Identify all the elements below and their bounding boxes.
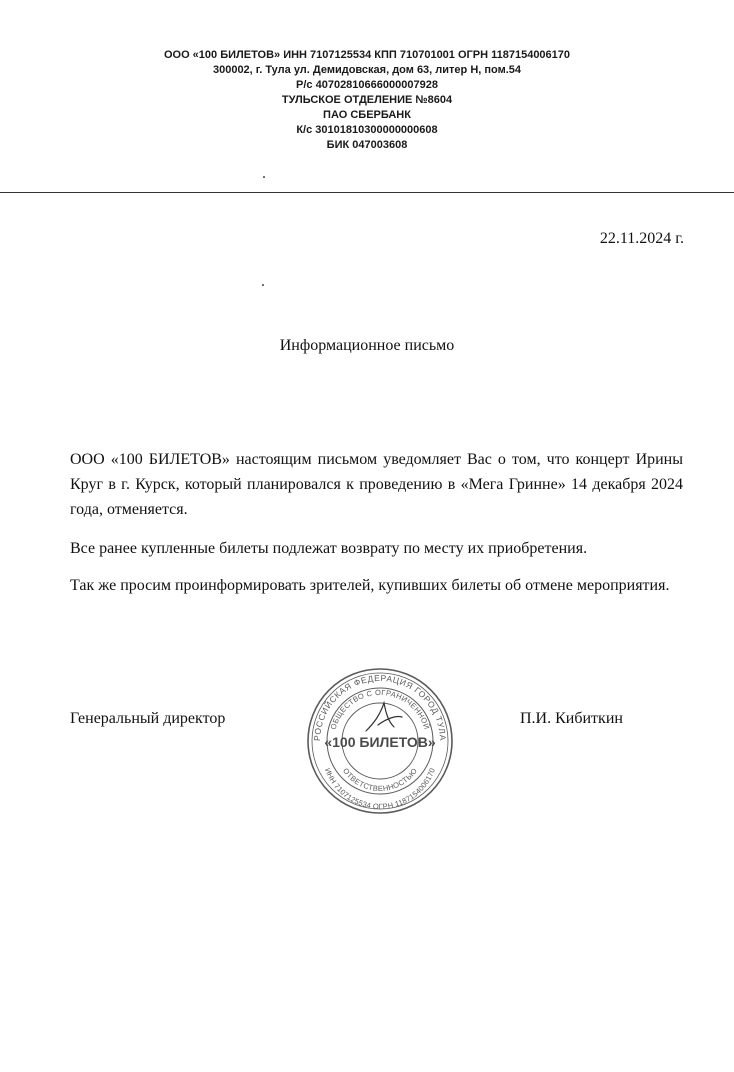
letter-title: Информационное письмо bbox=[279, 337, 455, 354]
signer-position: Генеральный директор bbox=[70, 710, 226, 727]
stamp-center-text: «100 БИЛЕТОВ» bbox=[324, 734, 436, 750]
letterhead-address-line: 300002, г. Тула ул. Демидовская, дом 63, литер Н, пом.54 bbox=[212, 64, 522, 76]
letterhead-bik-line: БИК 047003608 bbox=[326, 139, 408, 151]
scan-speck bbox=[262, 284, 264, 286]
body-paragraph-request: Так же просим проинформировать зрителей, купивших билеты об отмене мероприятия. bbox=[70, 577, 670, 594]
signer-name: П.И. Кибиткин bbox=[520, 710, 623, 727]
svg-text:РОССИЙСКАЯ ФЕДЕРАЦИЯ ГОРОД ТУЛ bbox=[312, 673, 448, 741]
header-divider bbox=[0, 192, 734, 193]
stamp-outer-ring-bottom-text: ИНН 7107125534 ОГРН 1187154006170 bbox=[322, 766, 437, 812]
body-paragraph-cancellation: ООО «100 БИЛЕТОВ» настоящим письмом уведомляет Вас о том, что концерт Ирины Круг в г. Курск, который планировался к проведению в «Мега Гринне» 14 декабря 2024 года, отменяется. bbox=[70, 451, 683, 518]
svg-text:ОТВЕТСТВЕННОСТЬЮ bbox=[341, 766, 419, 793]
scan-speck bbox=[263, 176, 265, 178]
stamp-outer-ring-text: РОССИЙСКАЯ ФЕДЕРАЦИЯ ГОРОД ТУЛА bbox=[311, 672, 449, 742]
letterhead-company-line: ООО «100 БИЛЕТОВ» ИНН 7107125534 КПП 710701001 ОГРН 1187154006170 bbox=[163, 49, 571, 61]
company-stamp bbox=[304, 665, 456, 817]
letterhead-branch-line: ТУЛЬСКОЕ ОТДЕЛЕНИЕ №8604 bbox=[281, 94, 453, 106]
stamp-inner-ring-bottom-text: ОТВЕТСТВЕННОСТЬЮ bbox=[341, 766, 419, 794]
stamp-inner-ring-top-text: ОБЩЕСТВО С ОГРАНИЧЕННОЙ bbox=[328, 687, 432, 731]
letter-date: 22.11.2024 г. bbox=[599, 230, 684, 247]
letterhead-bank-line: ПАО СБЕРБАНК bbox=[323, 109, 411, 121]
letterhead-account-line: Р/с 40702810666000007928 bbox=[296, 79, 438, 91]
body-paragraph-refund: Все ранее купленные билеты подлежат возврату по месту их приобретения. bbox=[70, 540, 588, 557]
letterhead-corr-account-line: К/с 30101810300000000608 bbox=[296, 124, 438, 136]
